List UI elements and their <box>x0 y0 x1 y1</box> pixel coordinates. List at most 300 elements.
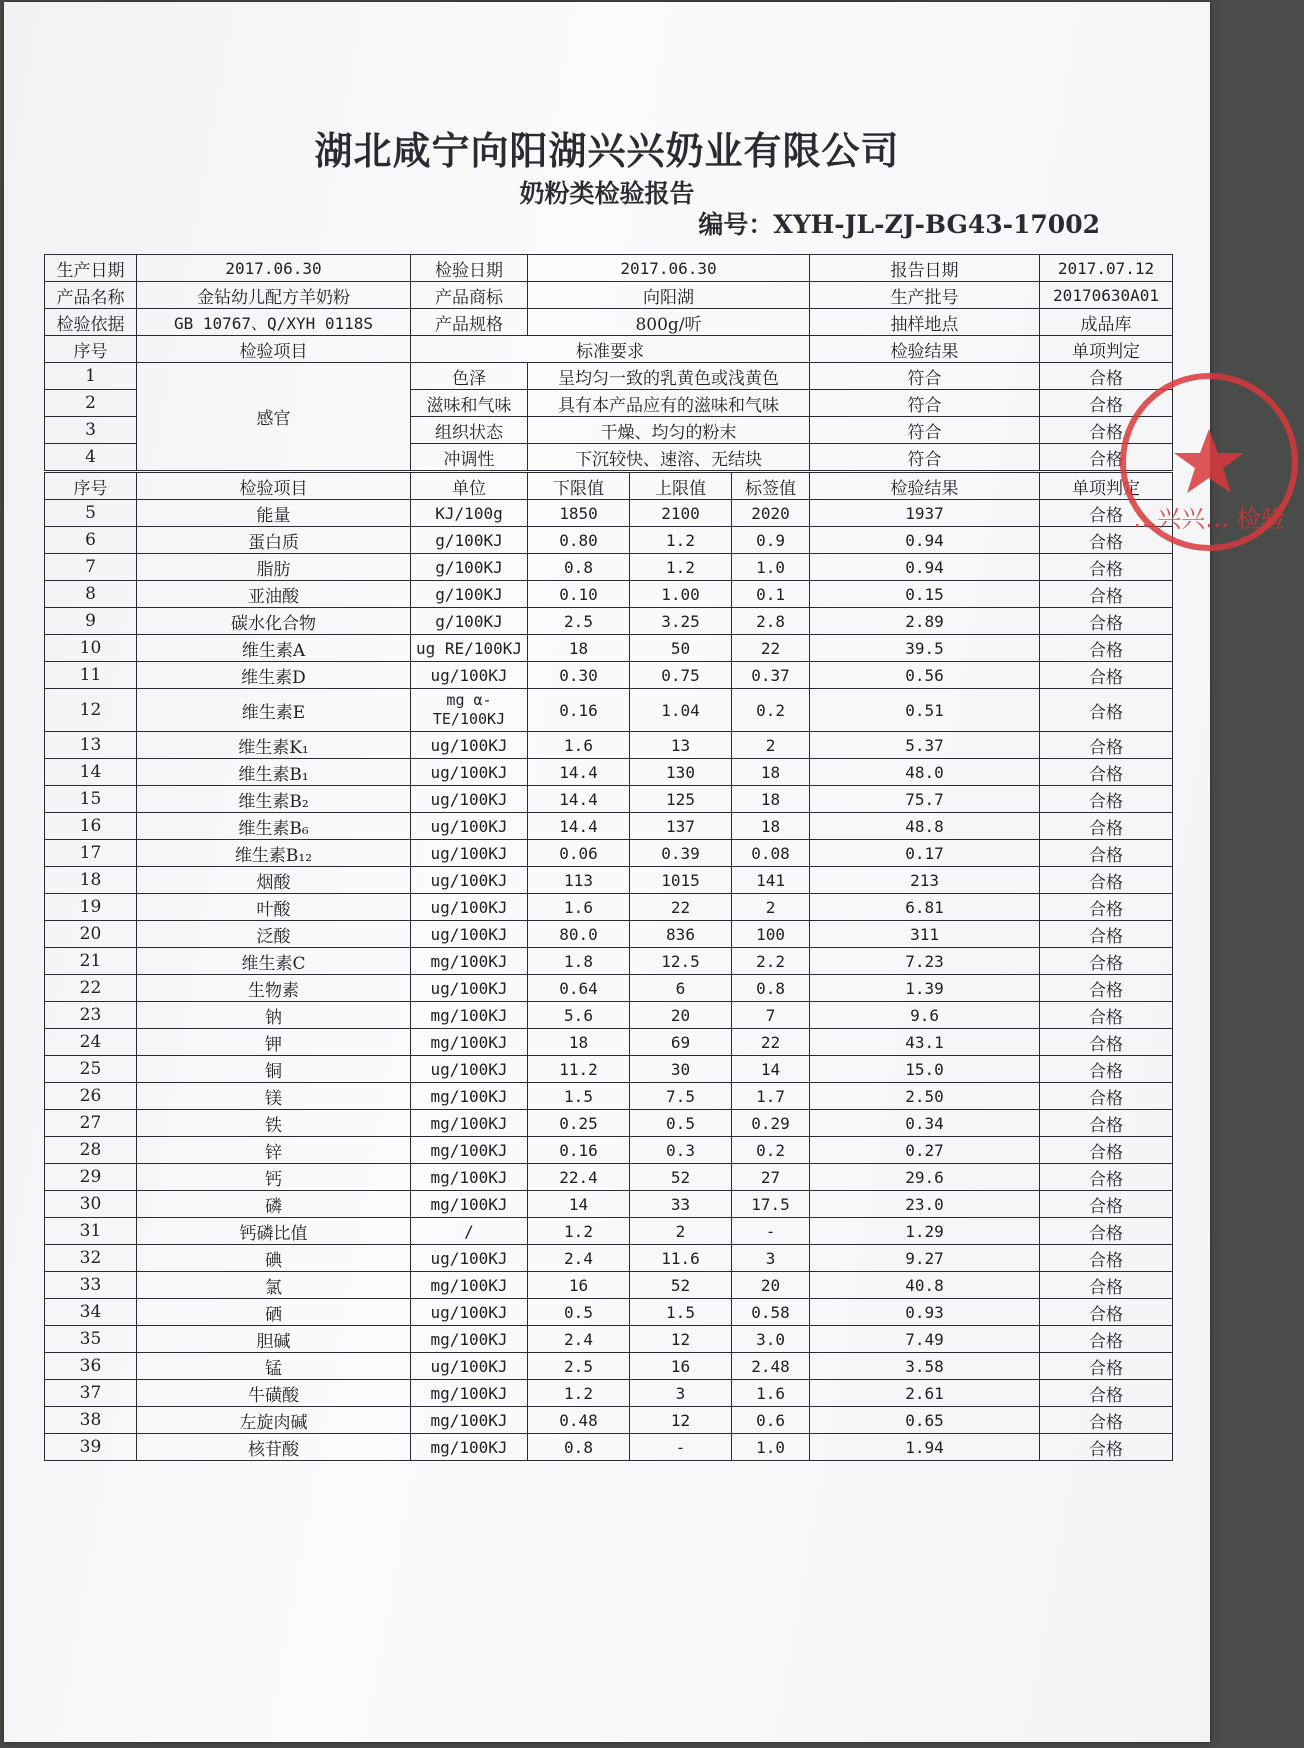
header-cell: 标签值 <box>732 472 810 500</box>
sensory-subitem: 滋味和气味 <box>411 390 528 417</box>
nutrient-row <box>45 608 1173 635</box>
test-result: 2.50 <box>810 1083 1040 1110</box>
lower-limit: 0.5 <box>528 1299 630 1326</box>
lower-limit: 0.64 <box>528 975 630 1002</box>
unit: g/100KJ <box>411 608 528 635</box>
lower-limit: 0.10 <box>528 581 630 608</box>
nutrient-row <box>45 1110 1173 1137</box>
company-name: 湖北咸宁向阳湖兴兴奶业有限公司 <box>314 128 900 173</box>
label-value: 2 <box>732 894 810 921</box>
upper-limit: 11.6 <box>630 1245 732 1272</box>
nutrient-row <box>45 1353 1173 1380</box>
upper-limit: 7.5 <box>630 1083 732 1110</box>
nutrient-row <box>45 1299 1173 1326</box>
label-value: 0.1 <box>732 581 810 608</box>
unit: ug/100KJ <box>411 732 528 759</box>
label-value: 20 <box>732 1272 810 1299</box>
test-item: 锰 <box>137 1353 411 1380</box>
test-result: 75.7 <box>810 786 1040 813</box>
judgement: 合格 <box>1040 581 1173 608</box>
judgement: 合格 <box>1040 1218 1173 1245</box>
test-item: 钠 <box>137 1002 411 1029</box>
header-cell: 检验结果 <box>810 336 1040 363</box>
label-value: 3 <box>732 1245 810 1272</box>
upper-limit: 12 <box>630 1407 732 1434</box>
nutrient-row <box>45 527 1173 554</box>
label-value: 0.9 <box>732 527 810 554</box>
upper-limit: - <box>630 1434 732 1461</box>
unit: g/100KJ <box>411 554 528 581</box>
document-number: 编号：XYH-JL-ZJ-BG43-17002 <box>698 210 1100 239</box>
judgement: 合格 <box>1040 608 1173 635</box>
sensory-header-row <box>45 336 1173 363</box>
test-result: 0.17 <box>810 840 1040 867</box>
lower-limit: 2.4 <box>528 1326 630 1353</box>
label-value: 2020 <box>732 500 810 527</box>
lower-limit: 1.2 <box>528 1218 630 1245</box>
unit: ug/100KJ <box>411 813 528 840</box>
info-label: 产品规格 <box>411 309 528 336</box>
header-cell: 上限值 <box>630 472 732 500</box>
upper-limit: 30 <box>630 1056 732 1083</box>
label-value: - <box>732 1218 810 1245</box>
upper-limit: 13 <box>630 732 732 759</box>
lower-limit: 2.5 <box>528 1353 630 1380</box>
nutrient-row <box>45 867 1173 894</box>
row-number: 29 <box>45 1164 137 1191</box>
judgement: 合格 <box>1040 786 1173 813</box>
info-row <box>45 255 1173 282</box>
test-result: 43.1 <box>810 1029 1040 1056</box>
test-result: 5.37 <box>810 732 1040 759</box>
header-cell: 检验项目 <box>137 472 411 500</box>
sensory-judgement: 合格 <box>1040 390 1173 417</box>
lower-limit: 0.06 <box>528 840 630 867</box>
upper-limit: 12.5 <box>630 948 732 975</box>
test-item: 维生素C <box>137 948 411 975</box>
info-value: 金钻幼儿配方羊奶粉 <box>137 282 411 309</box>
judgement: 合格 <box>1040 1029 1173 1056</box>
test-result: 0.65 <box>810 1407 1040 1434</box>
sensory-requirement: 具有本产品应有的滋味和气味 <box>528 390 810 417</box>
judgement: 合格 <box>1040 867 1173 894</box>
test-result: 23.0 <box>810 1191 1040 1218</box>
judgement: 合格 <box>1040 1380 1173 1407</box>
nutrient-row <box>45 689 1173 732</box>
label-value: 18 <box>732 813 810 840</box>
unit: mg/100KJ <box>411 1029 528 1056</box>
upper-limit: 130 <box>630 759 732 786</box>
row-number: 18 <box>45 867 137 894</box>
test-result: 3.58 <box>810 1353 1040 1380</box>
test-item: 蛋白质 <box>137 527 411 554</box>
label-value: 0.08 <box>732 840 810 867</box>
test-result: 48.8 <box>810 813 1040 840</box>
row-number: 9 <box>45 608 137 635</box>
upper-limit: 2100 <box>630 500 732 527</box>
test-result: 0.56 <box>810 662 1040 689</box>
row-number: 36 <box>45 1353 137 1380</box>
test-item: 亚油酸 <box>137 581 411 608</box>
upper-limit: 1015 <box>630 867 732 894</box>
nutrient-row <box>45 1272 1173 1299</box>
upper-limit: 0.5 <box>630 1110 732 1137</box>
label-value: 141 <box>732 867 810 894</box>
header-cell: 序号 <box>45 472 137 500</box>
test-result: 15.0 <box>810 1056 1040 1083</box>
row-number: 24 <box>45 1029 137 1056</box>
info-label: 抽样地点 <box>810 309 1040 336</box>
judgement: 合格 <box>1040 894 1173 921</box>
test-item: 生物素 <box>137 975 411 1002</box>
test-result: 0.51 <box>810 689 1040 732</box>
nutrient-row <box>45 1191 1173 1218</box>
unit: ug RE/100KJ <box>411 635 528 662</box>
test-result: 0.93 <box>810 1299 1040 1326</box>
test-result: 2.89 <box>810 608 1040 635</box>
unit: mg α-TE/100KJ <box>411 689 528 732</box>
lower-limit: 14.4 <box>528 786 630 813</box>
row-number: 1 <box>45 363 137 390</box>
upper-limit: 33 <box>630 1191 732 1218</box>
unit: ug/100KJ <box>411 894 528 921</box>
judgement: 合格 <box>1040 1245 1173 1272</box>
test-result: 39.5 <box>810 635 1040 662</box>
test-result: 48.0 <box>810 759 1040 786</box>
sensory-result: 符合 <box>810 363 1040 390</box>
judgement: 合格 <box>1040 689 1173 732</box>
test-result: 1.94 <box>810 1434 1040 1461</box>
test-item: 胆碱 <box>137 1326 411 1353</box>
sensory-row <box>45 363 1173 390</box>
judgement: 合格 <box>1040 1272 1173 1299</box>
nutrient-row <box>45 1137 1173 1164</box>
row-number: 7 <box>45 554 137 581</box>
judgement: 合格 <box>1040 500 1173 527</box>
row-number: 35 <box>45 1326 137 1353</box>
label-value: 0.29 <box>732 1110 810 1137</box>
unit: mg/100KJ <box>411 948 528 975</box>
test-item: 维生素E <box>137 689 411 732</box>
unit: mg/100KJ <box>411 1272 528 1299</box>
judgement: 合格 <box>1040 948 1173 975</box>
nutrient-row <box>45 1326 1173 1353</box>
upper-limit: 0.39 <box>630 840 732 867</box>
upper-limit: 1.5 <box>630 1299 732 1326</box>
test-result: 1.39 <box>810 975 1040 1002</box>
nutrient-row <box>45 635 1173 662</box>
nutrient-row <box>45 1164 1173 1191</box>
info-value: 2017.07.12 <box>1040 255 1173 282</box>
info-label: 生产批号 <box>810 282 1040 309</box>
unit: ug/100KJ <box>411 1245 528 1272</box>
test-item: 脂肪 <box>137 554 411 581</box>
nutrient-row <box>45 759 1173 786</box>
upper-limit: 1.2 <box>630 554 732 581</box>
info-label: 产品名称 <box>45 282 137 309</box>
test-item: 维生素D <box>137 662 411 689</box>
lower-limit: 14 <box>528 1191 630 1218</box>
test-result: 7.23 <box>810 948 1040 975</box>
upper-limit: 1.04 <box>630 689 732 732</box>
lower-limit: 1.8 <box>528 948 630 975</box>
label-value: 2.8 <box>732 608 810 635</box>
test-item: 碘 <box>137 1245 411 1272</box>
lower-limit: 1.5 <box>528 1083 630 1110</box>
unit: mg/100KJ <box>411 1380 528 1407</box>
test-item: 左旋肉碱 <box>137 1407 411 1434</box>
upper-limit: 69 <box>630 1029 732 1056</box>
unit: mg/100KJ <box>411 1407 528 1434</box>
test-item: 维生素B₆ <box>137 813 411 840</box>
test-item: 硒 <box>137 1299 411 1326</box>
upper-limit: 2 <box>630 1218 732 1245</box>
nutrient-row <box>45 1434 1173 1461</box>
test-item: 镁 <box>137 1083 411 1110</box>
upper-limit: 1.00 <box>630 581 732 608</box>
nutrient-row <box>45 948 1173 975</box>
lower-limit: 0.48 <box>528 1407 630 1434</box>
nutrient-row <box>45 921 1173 948</box>
unit: mg/100KJ <box>411 1110 528 1137</box>
info-label: 检验依据 <box>45 309 137 336</box>
upper-limit: 16 <box>630 1353 732 1380</box>
test-item: 维生素B₁₂ <box>137 840 411 867</box>
nutrient-row <box>45 1002 1173 1029</box>
label-value: 3.0 <box>732 1326 810 1353</box>
judgement: 合格 <box>1040 1002 1173 1029</box>
judgement: 合格 <box>1040 1191 1173 1218</box>
label-value: 0.2 <box>732 689 810 732</box>
label-value: 1.0 <box>732 1434 810 1461</box>
unit: ug/100KJ <box>411 786 528 813</box>
upper-limit: 137 <box>630 813 732 840</box>
star-icon <box>1174 429 1244 493</box>
test-item: 氯 <box>137 1272 411 1299</box>
test-result: 311 <box>810 921 1040 948</box>
sensory-subitem: 组织状态 <box>411 417 528 444</box>
row-number: 11 <box>45 662 137 689</box>
nutrient-row <box>45 554 1173 581</box>
sensory-result: 符合 <box>810 444 1040 472</box>
info-label: 生产日期 <box>45 255 137 282</box>
nutrient-row <box>45 813 1173 840</box>
info-row <box>45 309 1173 336</box>
row-number: 31 <box>45 1218 137 1245</box>
nutrient-row <box>45 1245 1173 1272</box>
unit: mg/100KJ <box>411 1191 528 1218</box>
upper-limit: 6 <box>630 975 732 1002</box>
test-result: 0.94 <box>810 527 1040 554</box>
lower-limit: 14.4 <box>528 813 630 840</box>
row-number: 27 <box>45 1110 137 1137</box>
row-number: 21 <box>45 948 137 975</box>
judgement: 合格 <box>1040 1164 1173 1191</box>
label-value: 0.8 <box>732 975 810 1002</box>
row-number: 20 <box>45 921 137 948</box>
test-item: 维生素K₁ <box>137 732 411 759</box>
lower-limit: 0.16 <box>528 1137 630 1164</box>
sensory-requirement: 下沉较快、速溶、无结块 <box>528 444 810 472</box>
lower-limit: 14.4 <box>528 759 630 786</box>
judgement: 合格 <box>1040 921 1173 948</box>
info-value: 800g/听 <box>528 309 810 336</box>
test-result: 40.8 <box>810 1272 1040 1299</box>
lower-limit: 1850 <box>528 500 630 527</box>
nutrient-row <box>45 894 1173 921</box>
lower-limit: 0.16 <box>528 689 630 732</box>
judgement: 合格 <box>1040 554 1173 581</box>
test-result: 9.6 <box>810 1002 1040 1029</box>
info-value: 20170630A01 <box>1040 282 1173 309</box>
nutrient-row <box>45 1056 1173 1083</box>
sensory-requirement: 呈均匀一致的乳黄色或浅黄色 <box>528 363 810 390</box>
header-cell: 单项判定 <box>1040 472 1173 500</box>
nutrient-row <box>45 732 1173 759</box>
judgement: 合格 <box>1040 759 1173 786</box>
stamp-text: …兴兴… 检验 <box>1133 505 1285 533</box>
row-number: 2 <box>45 390 137 417</box>
judgement: 合格 <box>1040 732 1173 759</box>
sensory-result: 符合 <box>810 417 1040 444</box>
row-number: 3 <box>45 417 137 444</box>
lower-limit: 5.6 <box>528 1002 630 1029</box>
label-value: 18 <box>732 786 810 813</box>
judgement: 合格 <box>1040 813 1173 840</box>
unit: mg/100KJ <box>411 1164 528 1191</box>
test-result: 0.34 <box>810 1110 1040 1137</box>
row-number: 25 <box>45 1056 137 1083</box>
upper-limit: 125 <box>630 786 732 813</box>
row-number: 6 <box>45 527 137 554</box>
row-number: 14 <box>45 759 137 786</box>
lower-limit: 113 <box>528 867 630 894</box>
unit: ug/100KJ <box>411 975 528 1002</box>
unit: ug/100KJ <box>411 1056 528 1083</box>
nutrient-row <box>45 786 1173 813</box>
unit: ug/100KJ <box>411 1353 528 1380</box>
header-cell: 单项判定 <box>1040 336 1173 363</box>
row-number: 22 <box>45 975 137 1002</box>
label-value: 22 <box>732 1029 810 1056</box>
report-title: 奶粉类检验报告 <box>519 179 695 208</box>
lower-limit: 11.2 <box>528 1056 630 1083</box>
lower-limit: 1.2 <box>528 1380 630 1407</box>
nutrient-row <box>45 1218 1173 1245</box>
lower-limit: 22.4 <box>528 1164 630 1191</box>
upper-limit: 12 <box>630 1326 732 1353</box>
header-cell: 单位 <box>411 472 528 500</box>
test-result: 1.29 <box>810 1218 1040 1245</box>
lower-limit: 16 <box>528 1272 630 1299</box>
label-value: 2.2 <box>732 948 810 975</box>
label-value: 7 <box>732 1002 810 1029</box>
judgement: 合格 <box>1040 1110 1173 1137</box>
info-value: GB 10767、Q/XYH 0118S <box>137 309 411 336</box>
test-result: 7.49 <box>810 1326 1040 1353</box>
unit: g/100KJ <box>411 527 528 554</box>
label-value: 18 <box>732 759 810 786</box>
unit: ug/100KJ <box>411 1299 528 1326</box>
judgement: 合格 <box>1040 1326 1173 1353</box>
info-label: 检验日期 <box>411 255 528 282</box>
nutrient-row <box>45 500 1173 527</box>
row-number: 10 <box>45 635 137 662</box>
nutrient-row <box>45 1407 1173 1434</box>
label-value: 1.7 <box>732 1083 810 1110</box>
sensory-subitem: 色泽 <box>411 363 528 390</box>
test-item: 钙 <box>137 1164 411 1191</box>
lower-limit: 0.8 <box>528 1434 630 1461</box>
label-value: 1.0 <box>732 554 810 581</box>
nutrient-row <box>45 581 1173 608</box>
upper-limit: 50 <box>630 635 732 662</box>
test-result: 0.27 <box>810 1137 1040 1164</box>
sensory-judgement: 合格 <box>1040 417 1173 444</box>
info-value: 2017.06.30 <box>137 255 411 282</box>
test-item: 铁 <box>137 1110 411 1137</box>
info-value: 2017.06.30 <box>528 255 810 282</box>
label-value: 0.58 <box>732 1299 810 1326</box>
row-number: 37 <box>45 1380 137 1407</box>
unit: ug/100KJ <box>411 840 528 867</box>
label-value: 1.6 <box>732 1380 810 1407</box>
unit: ug/100KJ <box>411 759 528 786</box>
report-sheet <box>4 2 1285 1742</box>
row-number: 12 <box>45 689 137 732</box>
sensory-judgement: 合格 <box>1040 363 1173 390</box>
row-number: 19 <box>45 894 137 921</box>
test-result: 1937 <box>810 500 1040 527</box>
lower-limit: 0.30 <box>528 662 630 689</box>
nutrient-row <box>45 975 1173 1002</box>
judgement: 合格 <box>1040 527 1173 554</box>
unit: mg/100KJ <box>411 1137 528 1164</box>
judgement: 合格 <box>1040 1299 1173 1326</box>
judgement: 合格 <box>1040 635 1173 662</box>
upper-limit: 3.25 <box>630 608 732 635</box>
unit: mg/100KJ <box>411 1083 528 1110</box>
test-item: 牛磺酸 <box>137 1380 411 1407</box>
label-value: 0.2 <box>732 1137 810 1164</box>
upper-limit: 1.2 <box>630 527 732 554</box>
test-item: 钙磷比值 <box>137 1218 411 1245</box>
test-item: 铜 <box>137 1056 411 1083</box>
label-value: 0.6 <box>732 1407 810 1434</box>
info-label: 报告日期 <box>810 255 1040 282</box>
judgement: 合格 <box>1040 662 1173 689</box>
label-value: 2 <box>732 732 810 759</box>
sensory-group-label: 感官 <box>137 363 411 472</box>
lower-limit: 0.80 <box>528 527 630 554</box>
unit: ug/100KJ <box>411 662 528 689</box>
row-number: 30 <box>45 1191 137 1218</box>
unit: / <box>411 1218 528 1245</box>
label-value: 100 <box>732 921 810 948</box>
judgement: 合格 <box>1040 1083 1173 1110</box>
unit: KJ/100g <box>411 500 528 527</box>
row-number: 28 <box>45 1137 137 1164</box>
label-value: 17.5 <box>732 1191 810 1218</box>
label-value: 2.48 <box>732 1353 810 1380</box>
header-cell: 检验项目 <box>137 336 411 363</box>
lower-limit: 18 <box>528 1029 630 1056</box>
judgement: 合格 <box>1040 1056 1173 1083</box>
nutrient-row <box>45 1083 1173 1110</box>
row-number: 34 <box>45 1299 137 1326</box>
row-number: 13 <box>45 732 137 759</box>
row-number: 16 <box>45 813 137 840</box>
